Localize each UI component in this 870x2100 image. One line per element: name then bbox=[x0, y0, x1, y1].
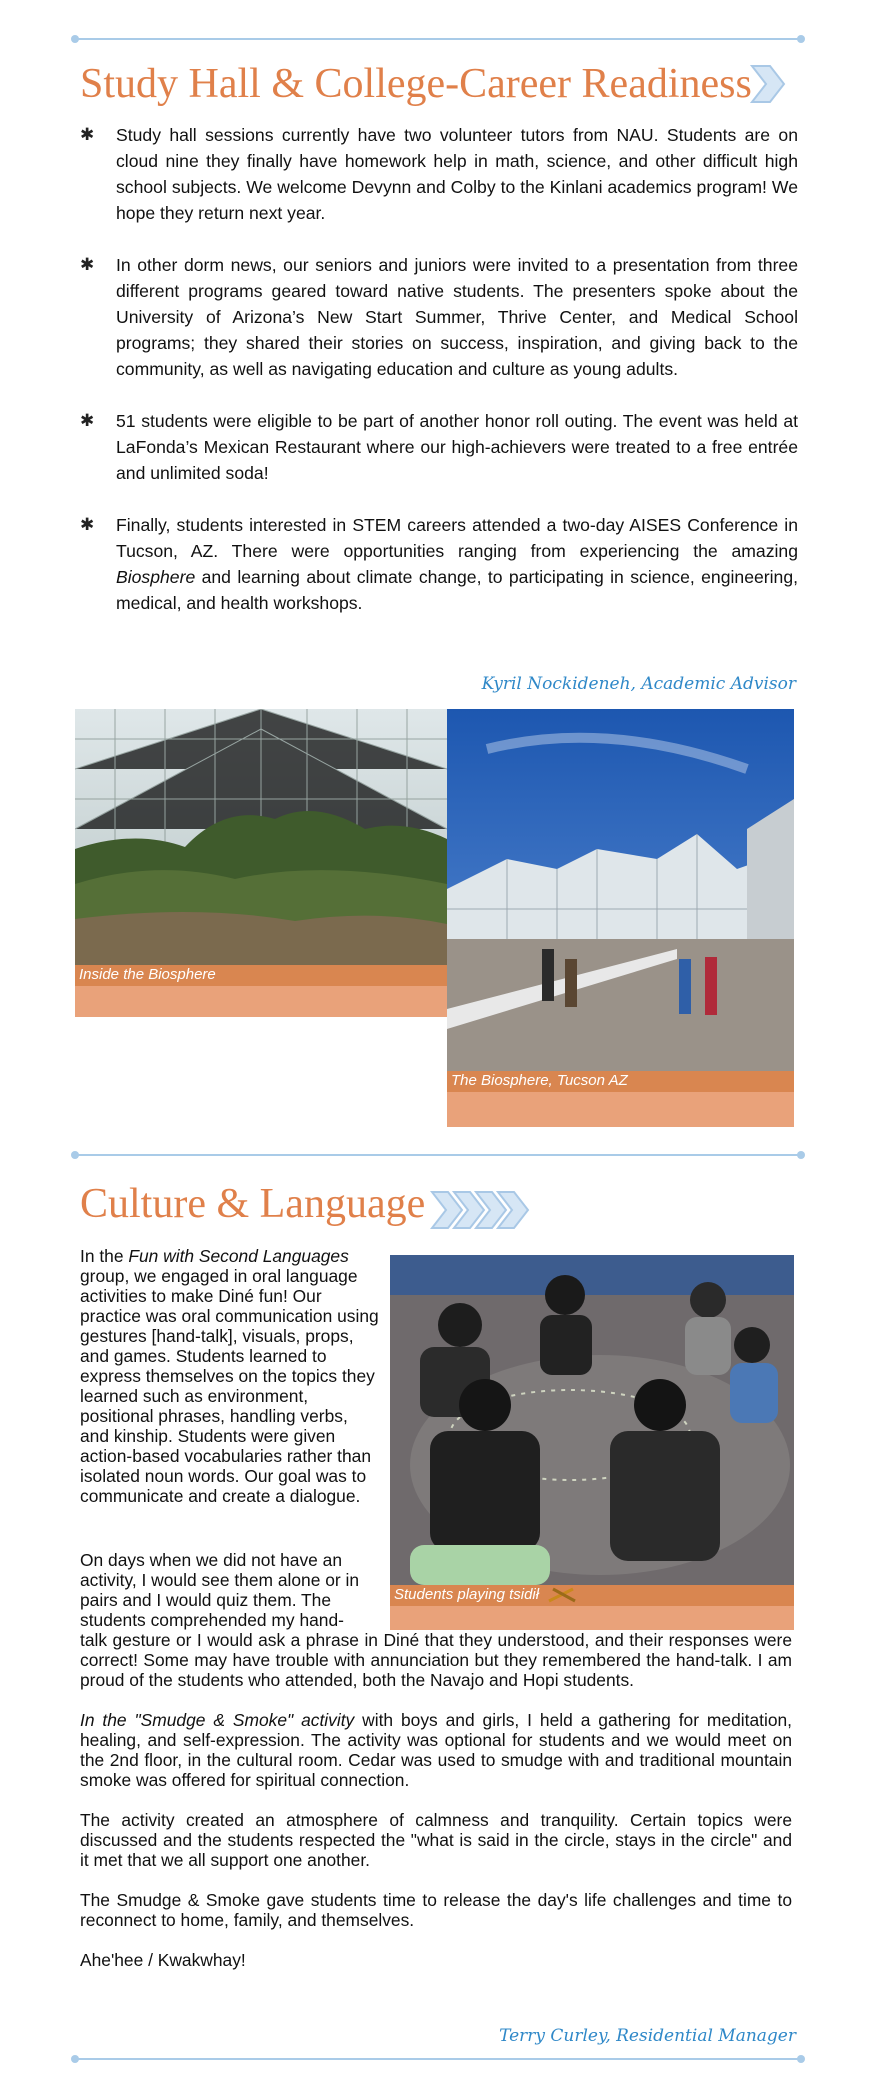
culture-p1-text-b: group, we engaged in oral language activities to make Diné fun! Our practice was oral communication using gestures [hand-talk], visuals, props, and games. Students learned to express themselves on the topics they learned such as environment, positional phrases, handling verbs, and kinship. Students were given action-based vocabularies rather than isolated noun words. Our goal was to communicate and create a dialogue. bbox=[80, 1266, 379, 1506]
culture-p1-text-a: In the bbox=[80, 1246, 129, 1266]
culture-paragraph-2a bbox=[80, 1550, 370, 1630]
caption-inside-biosphere: Inside the Biosphere bbox=[75, 965, 447, 986]
caption-students-playing bbox=[390, 1585, 794, 1606]
section-title-study-hall: Study Hall & College-Career Readiness bbox=[80, 61, 752, 107]
culture-p3-activity-name: In the "Smudge & Smoke" activity bbox=[80, 1710, 355, 1730]
photo-students-playing bbox=[390, 1255, 794, 1588]
bullet-aises-conference bbox=[78, 512, 798, 616]
chevron-arrow-icon bbox=[748, 62, 786, 106]
culture-paragraph-1 bbox=[80, 1246, 380, 1506]
culture-p1-program-name: Fun with Second Languages bbox=[128, 1246, 349, 1266]
bullet-aises-biosphere: Biosphere bbox=[116, 567, 196, 587]
caption-students-playing-text: Students playing tsidił bbox=[394, 1586, 540, 1603]
culture-p6-text: Ahe'hee / Kwakwhay! bbox=[80, 1950, 246, 1970]
bullet-presentation: ✱ In other dorm news, our seniors and juniors were invited to a presentation from three different programs geared toward native students. The presenters spoke about the University of Arizona’s New Start Summer, Thrive Center, and Medical School programs; they shared their stories on success, inspiration, and giving back to the community, as well as navigating education and culture as young adults. bbox=[78, 252, 798, 382]
photo-inside-biosphere bbox=[75, 709, 447, 969]
caption-biosphere-exterior: The Biosphere, Tucson AZ bbox=[447, 1071, 794, 1092]
culture-p3-text: with boys and girls, I held a gathering for meditation, healing, and self-expression. The activity was optional for students and we would meet on the 2nd floor, in the cultural room. Cedar was used to smudge with and traditional mountain smoke was offered for spiritual connection. bbox=[80, 1710, 792, 1790]
top-divider bbox=[75, 38, 801, 40]
culture-p5-text: The Smudge & Smoke gave students time to release the day's life challenges and time to reconnect to home, family, and themselves. bbox=[80, 1890, 792, 1930]
culture-p2b-text: talk gesture or I would ask a phrase in Diné that they understood, and their responses were correct! Some may have trouble with annunciation but they remembered the hand-talk. I am proud of the students who attended, both the Navajo and Hopi students. bbox=[80, 1630, 792, 1690]
bullet-aises-text-b: and learning about climate change, to participating in science, engineering, medical, and health workshops. bbox=[116, 567, 798, 613]
triple-chevron-icon bbox=[430, 1188, 532, 1232]
residential-manager-signature: Terry Curley, Residential Manager bbox=[499, 2026, 796, 2046]
middle-divider bbox=[75, 1154, 801, 1156]
bullet-aises-text-a: Finally, students interested in STEM careers attended a two-day AISES Conference in Tucson, AZ. There were opportunities ranging from experiencing the amazing bbox=[116, 515, 798, 561]
bullet-tutors: ✱ Study hall sessions currently have two volunteer tutors from NAU. Students are on cloud nine they finally have homework help in math, science, and other difficult high school subjects. We welcome Devynn and Colby to the Kinlani academics program! We hope they return next year. bbox=[78, 122, 798, 226]
culture-p2a-text: On days when we did not have an activity, I would see them alone or in pairs and I would quiz them. The students comprehended my hand- bbox=[80, 1550, 360, 1630]
game-sticks-icon bbox=[547, 1587, 577, 1603]
culture-p4-text: The activity created an atmosphere of calmness and tranquility. Certain topics were discussed and the students respected the "what is said in the circle, stays in the circle" and it met that we all support one another. bbox=[80, 1810, 792, 1870]
study-hall-bullet-list bbox=[78, 122, 798, 642]
bullet-honor-roll: ✱ 51 students were eligible to be part of another honor roll outing. The event was held at LaFonda’s Mexican Restaurant where our high-achievers were treated to a free entrée and unlimited soda! bbox=[78, 408, 798, 486]
academic-advisor-signature: Kyril Nockideneh, Academic Advisor bbox=[481, 674, 796, 694]
bottom-divider bbox=[75, 2058, 801, 2060]
photo-biosphere-exterior bbox=[447, 709, 794, 1074]
section-title-culture-language: Culture & Language bbox=[80, 1181, 426, 1227]
culture-lower-paragraphs bbox=[80, 1630, 792, 1970]
